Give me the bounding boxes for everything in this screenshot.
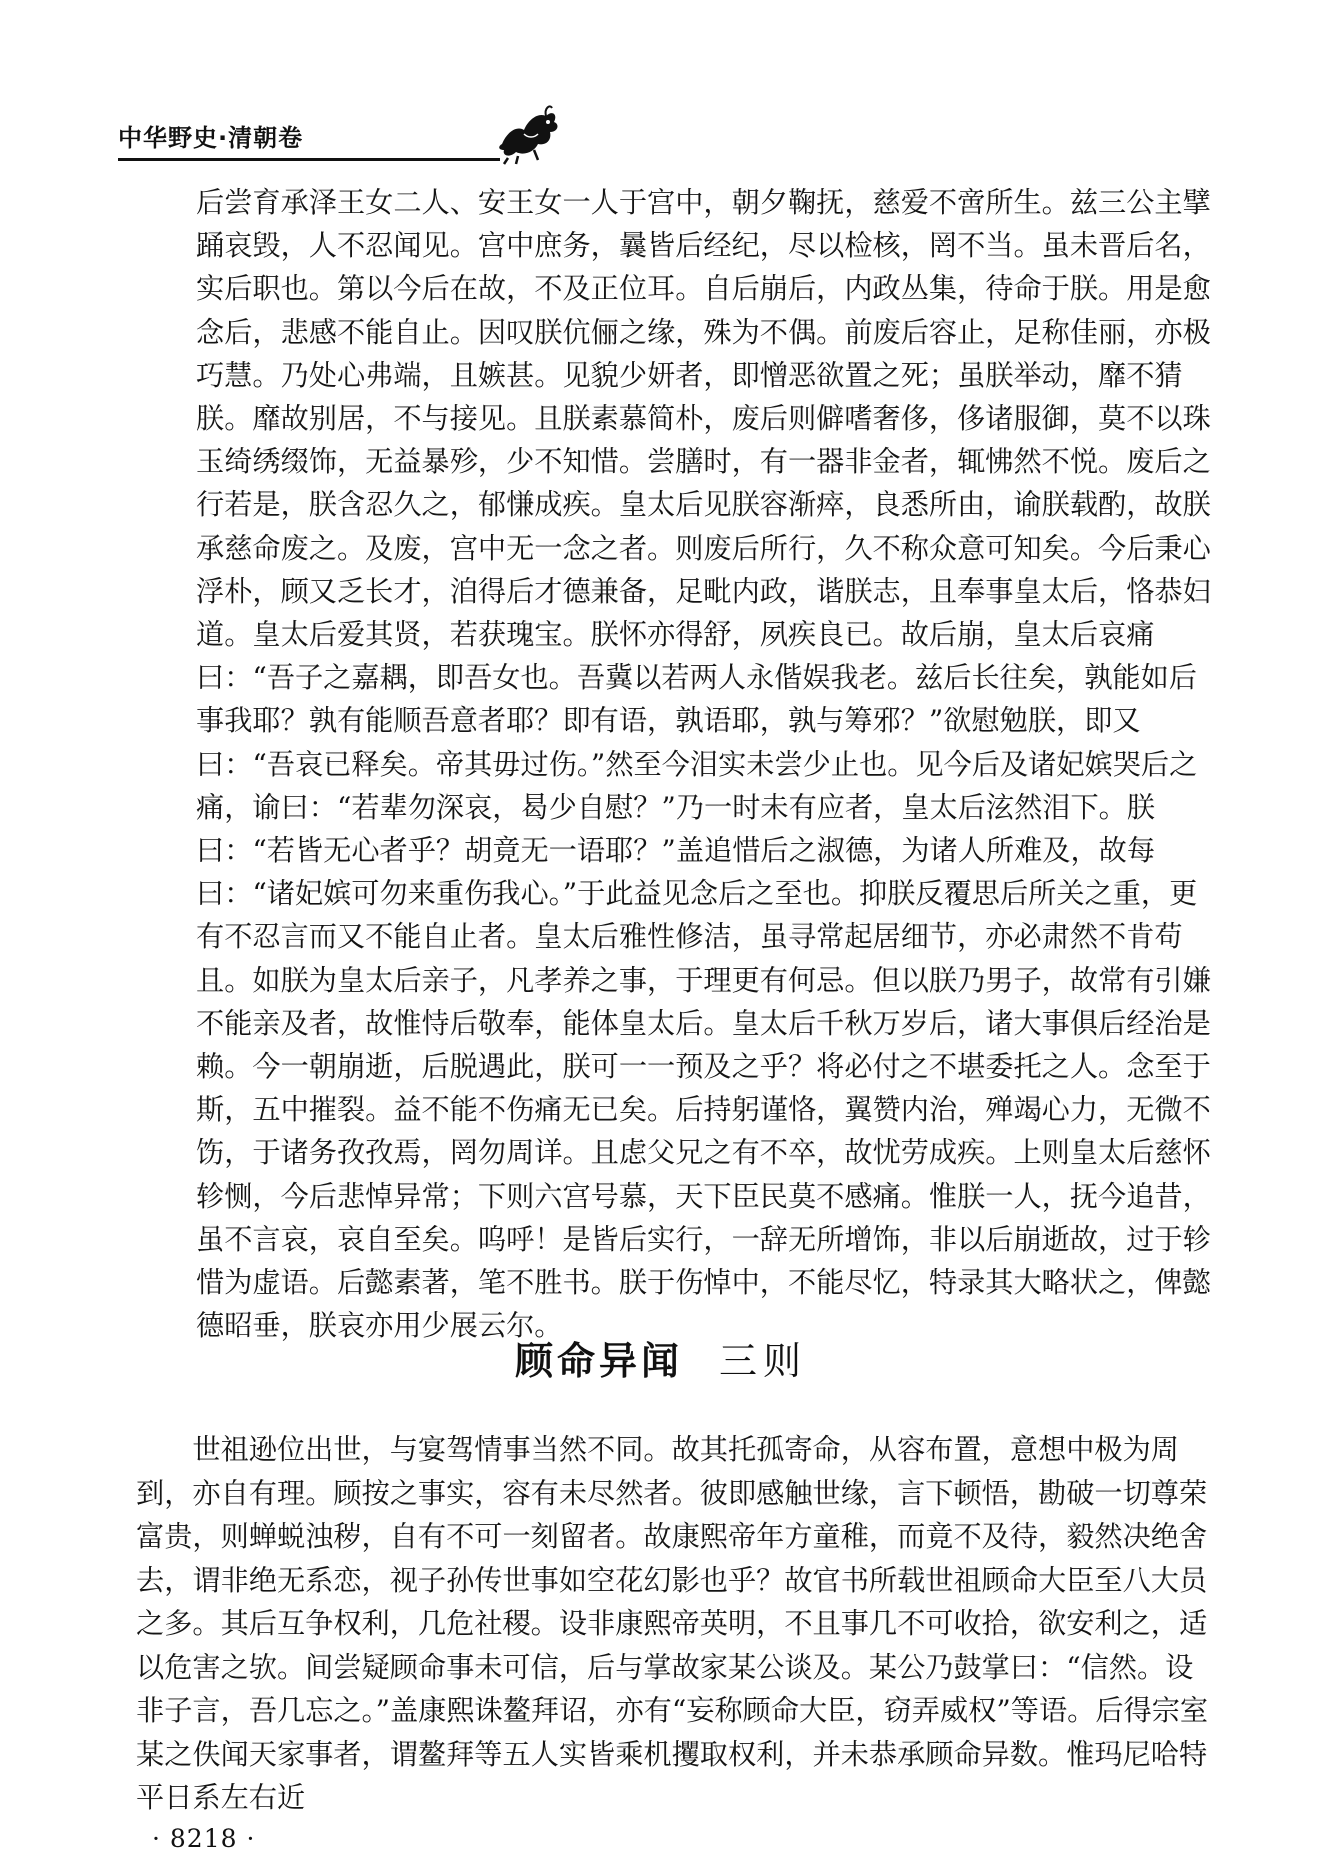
header-rule xyxy=(118,158,500,161)
body-text xyxy=(196,181,1212,1347)
section-subtitle: 三则 xyxy=(719,1339,808,1383)
section-body xyxy=(136,1428,1214,1820)
section-title xyxy=(0,1330,1322,1385)
dragon-emblem-icon xyxy=(494,100,562,166)
section-title-text: 顾命异闻 xyxy=(514,1339,683,1383)
section-paragraph: 世祖逊位出世，与宴驾情事当然不同。故其托孤寄命，从容布置，意想中极为周到，亦自有理。顾按之事实，容有未尽然者。彼即感触世缘，言下顿悟，勘破一切尊荣富贵，则蝉蜕浊秽，自有不可一刻留者。故康熙帝年方童稚，而竟不及待，毅然决绝舍去，谓非绝无系恋，视子孙传世事如空花幻影也乎？故官书所载世祖顾命大臣至八大员之多。其后互争权利，几危社稷。设非康熙帝英明，不且事几不可收拾，欲安利之，适以危害之欤。间尝疑顾命事未可信，后与掌故家某公谈及。某公乃鼓掌曰：“信然。设非子言，吾几忘之。”盖康熙诛鳌拜诏，亦有“妄称顾命大臣，窃弄威权”等语。后得宗室某之佚闻天家事者，谓鳌拜等五人实皆乘机攫取权利，并未恭承顾命异数。惟玛尼哈特平日系左右近 xyxy=(136,1433,1209,1814)
body-paragraph: 后尝育承泽王女二人、安王女一人于宫中，朝夕鞠抚，慈爱不啻所生。兹三公主擘踊哀毁，人不忍闻见。宫中庶务，曩皆后经纪，尽以检核，罔不当。虽未晋后名，实后职也。第以今后在故，不及正位耳。自后崩后，内政丛集，待命于朕。用是愈念后，悲感不能自止。因叹朕伉俪之缘，殊为不偶。前废后容止，足称佳丽，亦极巧慧。乃处心弗端，且嫉甚。见貌少妍者，即憎恶欲置之死；虽朕举动，靡不猜朕。靡故别居，不与接见。且朕素慕简朴，废后则僻嗜奢侈，侈诸服御，莫不以珠玉绮绣缀饰，无益暴殄，少不知惜。尝膳时，有一器非金者，辄怫然不悦。废后之行若是，朕含忍久之，郁慊成疾。皇太后见朕容渐瘁，良悉所由，谕朕载酌，故朕承慈命废之。及废，宫中无一念之者。则废后所行，久不称众意可知矣。今后秉心浮朴，顾又乏长才，洎得后才德兼备，足毗内政，谐朕志，且奉事皇太后，恪恭妇道。皇太后爱其贤，若获瑰宝。朕怀亦得舒，夙疾良已。故后崩，皇太后哀痛曰：“吾子之嘉耦，即吾女也。吾冀以若两人永偕娱我老。兹后长往矣，孰能如后事我耶？孰有能顺吾意者耶？即有语，孰语耶，孰与筹邪？”欲慰勉朕，即又曰：“吾哀已释矣。帝其毋过伤。”然至今泪实未尝少止也。见今后及诸妃嫔哭后之痛，谕曰：“若辈勿深哀，曷少自慰？”乃一时未有应者，皇太后泫然泪下。朕曰：“若皆无心者乎？胡竟无一语耶？”盖追惜后之淑德，为诸人所难及，故每曰：“诸妃嫔可勿来重伤我心。”于此益见念后之至也。抑朕反覆思后所关之重，更有不忍言而又不能自止者。皇太后雅性修洁，虽寻常起居细节，亦必肃然不肯苟且。如朕为皇太后亲子，凡孝养之事，于理更有何忌。但以朕乃男子，故常有引嫌不能亲及者，故惟恃后敬奉，能体皇太后。皇太后千秋万岁后，诸大事俱后经治是赖。今一朝崩逝，后脱遇此，朕可一一预及之乎？将必付之不堪委托之人。念至于斯，五中摧裂。益不能不伤痛无已矣。后持躬谨恪，翼赞内治，殚竭心力，无微不饬，于诸务孜孜焉，罔勿周详。且虑父兄之有不卒，故忧劳成疾。上则皇太后慈怀轸恻，今后悲悼异常；下则六宫号慕，天下臣民莫不感痛。惟朕一人，抚今追昔，虽不言哀，哀自至矣。呜呼！是皆后实行，一辞无所增饰，非以后崩逝故，过于轸惜为虚语。后懿素著，笔不胜书。朕于伤悼中，不能尽忆，特录其大略状之，俾懿德昭垂，朕哀亦用少展云尔。 xyxy=(196,186,1211,1343)
page-number: · 8218 · xyxy=(152,1824,256,1853)
running-header-title: 中华野史·清朝卷 xyxy=(118,124,304,152)
